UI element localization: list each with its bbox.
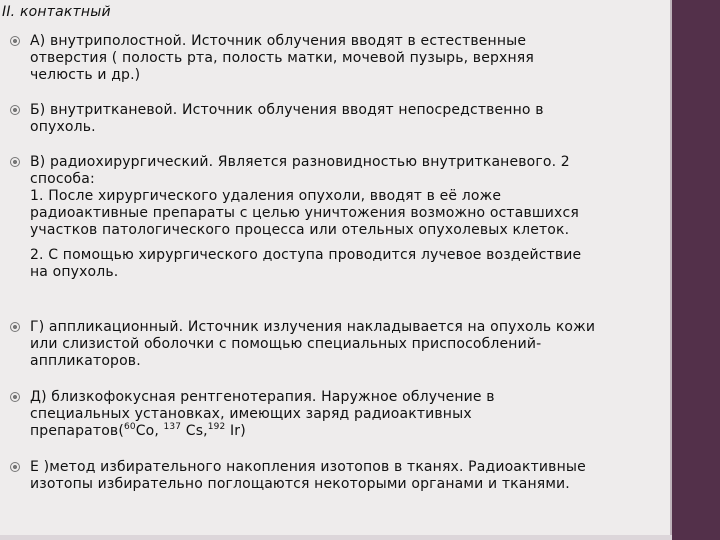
bullet-icon	[10, 36, 20, 46]
text-line: на опухоль.	[30, 264, 119, 280]
text-line: Б) внутритканевой. Источник облучения вводят непосредственно в	[30, 102, 544, 118]
list-item	[10, 319, 680, 370]
list-item	[10, 459, 680, 493]
text-line: В) радиохирургический. Является разновидностью внутритканевого. 2	[30, 154, 570, 170]
text-line: Е )метод избирательного накопления изотопов в тканях. Радиоактивные	[30, 459, 586, 475]
list-item	[10, 389, 680, 440]
paragraph-gap	[30, 239, 680, 247]
text-line: 2. С помощью хирургического доступа проводится лучевое воздействие	[30, 247, 582, 263]
item-text	[30, 102, 680, 136]
bullet-icon	[10, 157, 20, 167]
item-text	[30, 459, 680, 493]
list-item	[10, 154, 680, 281]
item-text	[30, 319, 680, 370]
bullet-icon	[10, 105, 20, 115]
bullet-icon	[10, 462, 20, 472]
slide-heading: II. контактный	[2, 4, 111, 20]
bullet-icon	[10, 392, 20, 402]
text-line: способа:	[30, 171, 95, 187]
text-line: специальных установках, имеющих заряд радиоактивных	[30, 406, 472, 422]
bullet-icon	[10, 322, 20, 332]
text-line: челюсть и др.)	[30, 67, 141, 83]
item-text	[30, 33, 680, 84]
isotope-line: препаратов($^{60}$Co, $^{137}$ Cs,$^{192}$ Ir)	[30, 422, 246, 439]
text-line: опухоль.	[30, 119, 96, 135]
text-line: радиоактивные препараты с целью уничтожения возможно оставшихся	[30, 205, 579, 221]
text-line: или слизистой оболочки с помощью специальных приспособлений-	[30, 336, 542, 352]
text-line: Д) близкофокусная рентгенотерапия. Наружное облучение в	[30, 389, 495, 405]
text-line: Г) аппликационный. Источник излучения накладывается на опухоль кожи	[30, 319, 596, 335]
text-line: участков патологического процесса или отельных опухолевых клеток.	[30, 222, 570, 238]
list-item	[10, 102, 680, 136]
text-line: отверстия ( полость рта, полость матки, мочевой пузырь, верхняя	[30, 50, 534, 66]
text-line: А) внутриполостной. Источник облучения вводят в естественные	[30, 33, 527, 49]
bottom-decoration-bar	[0, 535, 672, 540]
list-item	[10, 33, 680, 84]
item-text	[30, 154, 680, 281]
item-text	[30, 389, 680, 440]
text-line: 1. После хирургического удаления опухоли, вводят в её ложе	[30, 188, 502, 204]
text-line: изотопы избирательно поглощаются некоторыми органами и тканями.	[30, 476, 570, 492]
text-line: аппликаторов.	[30, 353, 141, 369]
